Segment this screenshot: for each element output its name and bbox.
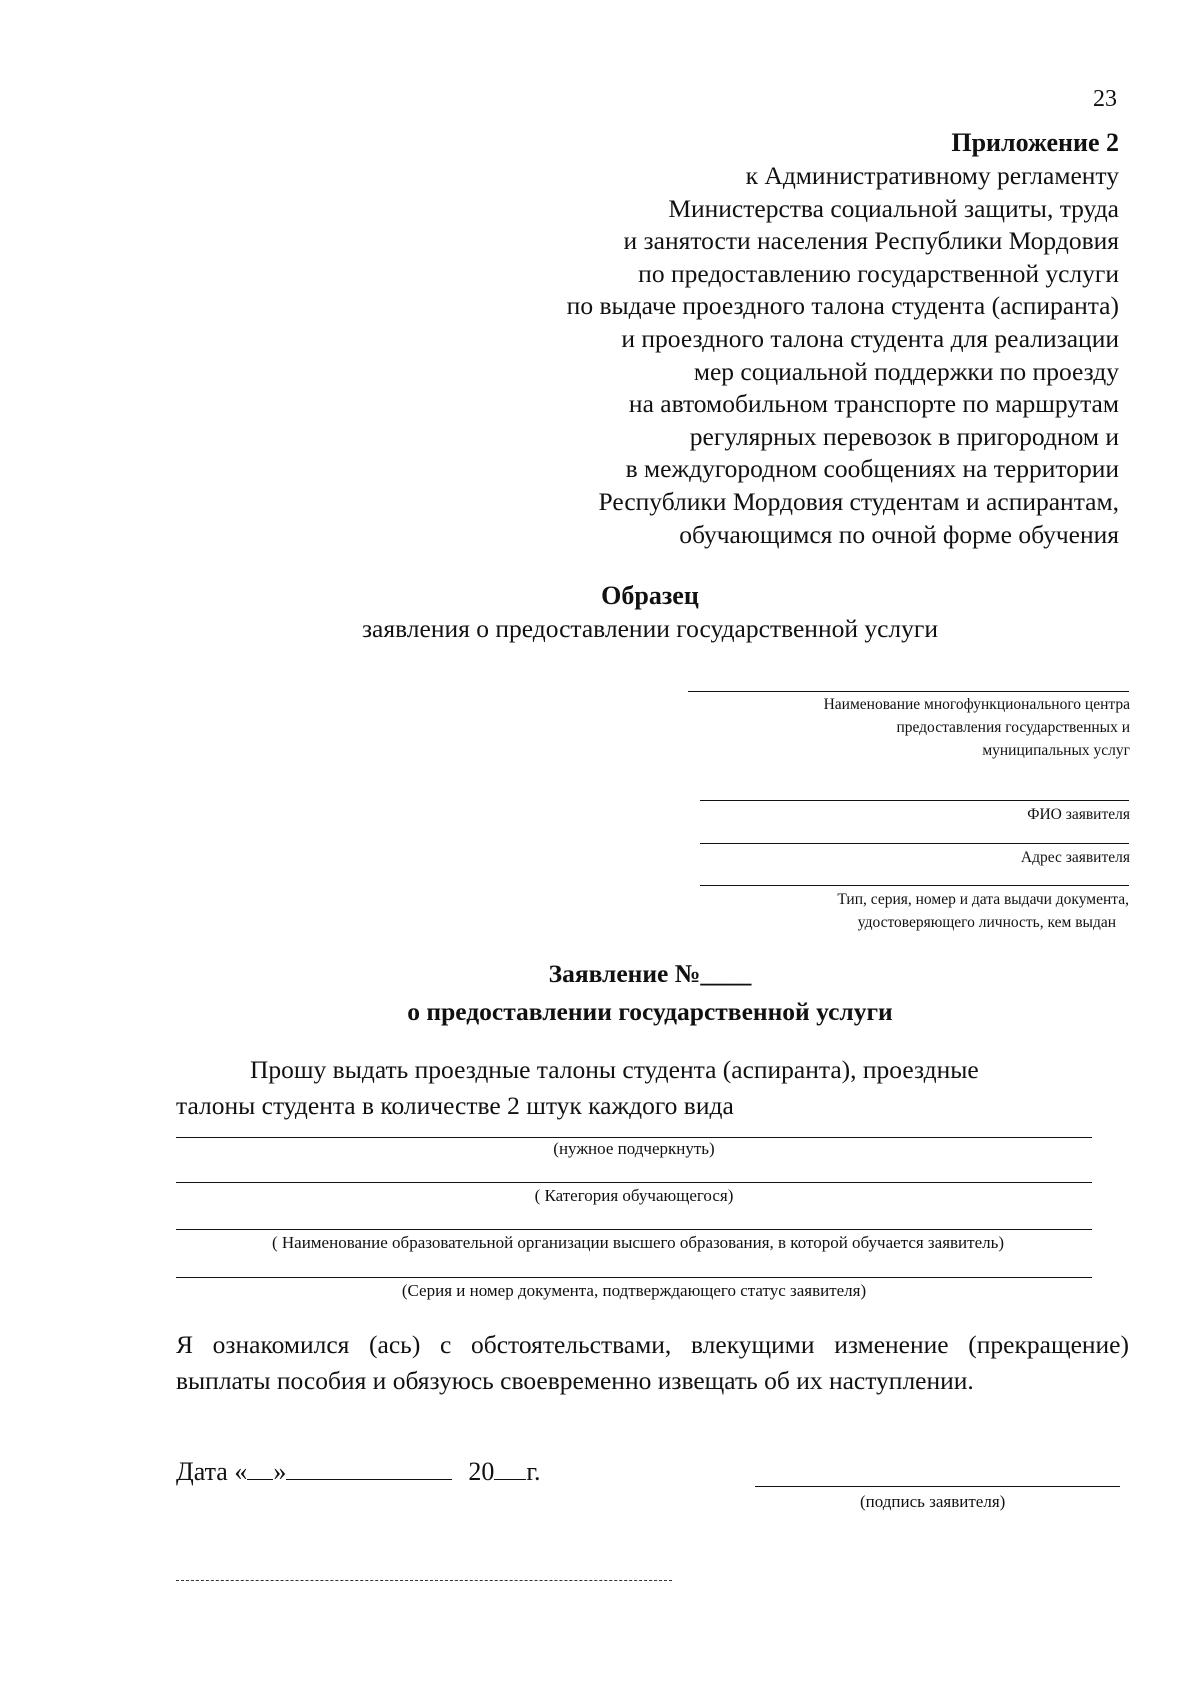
appendix-title: Приложение 2 (951, 128, 1119, 157)
fio-line (700, 800, 1129, 801)
caption-line: Наименование многофункционального центра (823, 696, 1130, 713)
signature-line (755, 1486, 1120, 1487)
underline-field-line (176, 1137, 1092, 1138)
mfc-caption (824, 693, 1130, 762)
status-document-caption: (Серия и номер документа, подтверждающего статус заявителя) (401, 1281, 867, 1300)
appendix-line: по выдаче проездного талона студента (аспиранта) (566, 291, 1119, 321)
appendix-line: регулярных перевозок в пригородном и (689, 421, 1119, 451)
appendix-line: в междугородном сообщениях на территории (625, 454, 1119, 484)
caption-line: удостоверяющего личность, кем выдан (857, 914, 1116, 931)
status-document-field-line (176, 1277, 1092, 1278)
appendix-line: Республики Мордовия студентам и аспирантам, (598, 486, 1119, 516)
organization-field-line (176, 1229, 1092, 1230)
year-field (494, 1457, 526, 1480)
request-line-2: талоны студента в количестве 2 штук каждого вида (176, 1091, 734, 1120)
appendix-line: на автомобильном транспорте по маршрутам (628, 389, 1119, 419)
appendix-line: обучающимся по очной форме обучения (679, 519, 1119, 549)
year-suffix: г. (526, 1457, 541, 1486)
organization-caption: ( Наименование образовательной организации высшего образования, в которой обучается заявитель) (271, 1233, 1005, 1252)
address-line (700, 843, 1129, 844)
underline-caption: (нужное подчеркнуть) (553, 1139, 715, 1158)
caption-line: муниципальных услуг (982, 742, 1130, 759)
sample-subtitle: заявления о предоставлении государственной услуги (361, 614, 939, 643)
appendix-line: к Административному регламенту (745, 161, 1119, 190)
acknowledgement-text: Я ознакомился (ась) с обстоятельствами, влекущими изменение (прекращение) выплаты пособия и обязуюсь своевременно извещать об их наступлении. (176, 1330, 1129, 1395)
appendix-line: мер социальной поддержки по проезду (693, 356, 1119, 386)
statement-title: Заявление №____ (548, 959, 752, 988)
appendix-line: по предоставлению государственной услуги (638, 258, 1119, 288)
date-close: » (273, 1457, 287, 1486)
year-prefix: 20 (468, 1457, 495, 1486)
signature-caption: (подпись заявителя) (860, 1492, 1006, 1511)
month-field (286, 1457, 452, 1480)
appendix-line: и занятости населения Республики Мордовия (623, 226, 1119, 256)
address-caption: Адрес заявителя (1020, 849, 1130, 866)
sample-title: Образец (601, 581, 699, 610)
dashed-separator (176, 1580, 672, 1581)
statement-heading (0, 955, 1200, 1031)
caption-line: Тип, серия, номер и дата выдачи документа, (837, 891, 1129, 908)
date-row (176, 1457, 541, 1487)
id-document-caption (837, 888, 1129, 934)
appendix-line: и проездного талона студента для реализации (621, 323, 1119, 353)
caption-line: предоставления государственных и (896, 719, 1130, 736)
day-field (247, 1457, 273, 1480)
appendix-header (359, 126, 1119, 551)
page-number: 23 (1093, 86, 1117, 112)
statement-subtitle: о предоставлении государственной услуги (407, 997, 893, 1026)
fio-caption: ФИО заявителя (1027, 806, 1130, 823)
id-document-line (700, 885, 1129, 886)
date-prefix: Дата « (176, 1457, 248, 1486)
mfc-name-line (688, 691, 1129, 692)
request-line-1: Прошу выдать проездные талоны студента (аспиранта), проездные (250, 1055, 979, 1084)
category-caption: ( Категория обучающегося) (534, 1186, 734, 1205)
category-field-line (176, 1182, 1092, 1183)
appendix-line: Министерства социальной защиты, труда (668, 193, 1119, 223)
sample-heading (0, 580, 1200, 646)
